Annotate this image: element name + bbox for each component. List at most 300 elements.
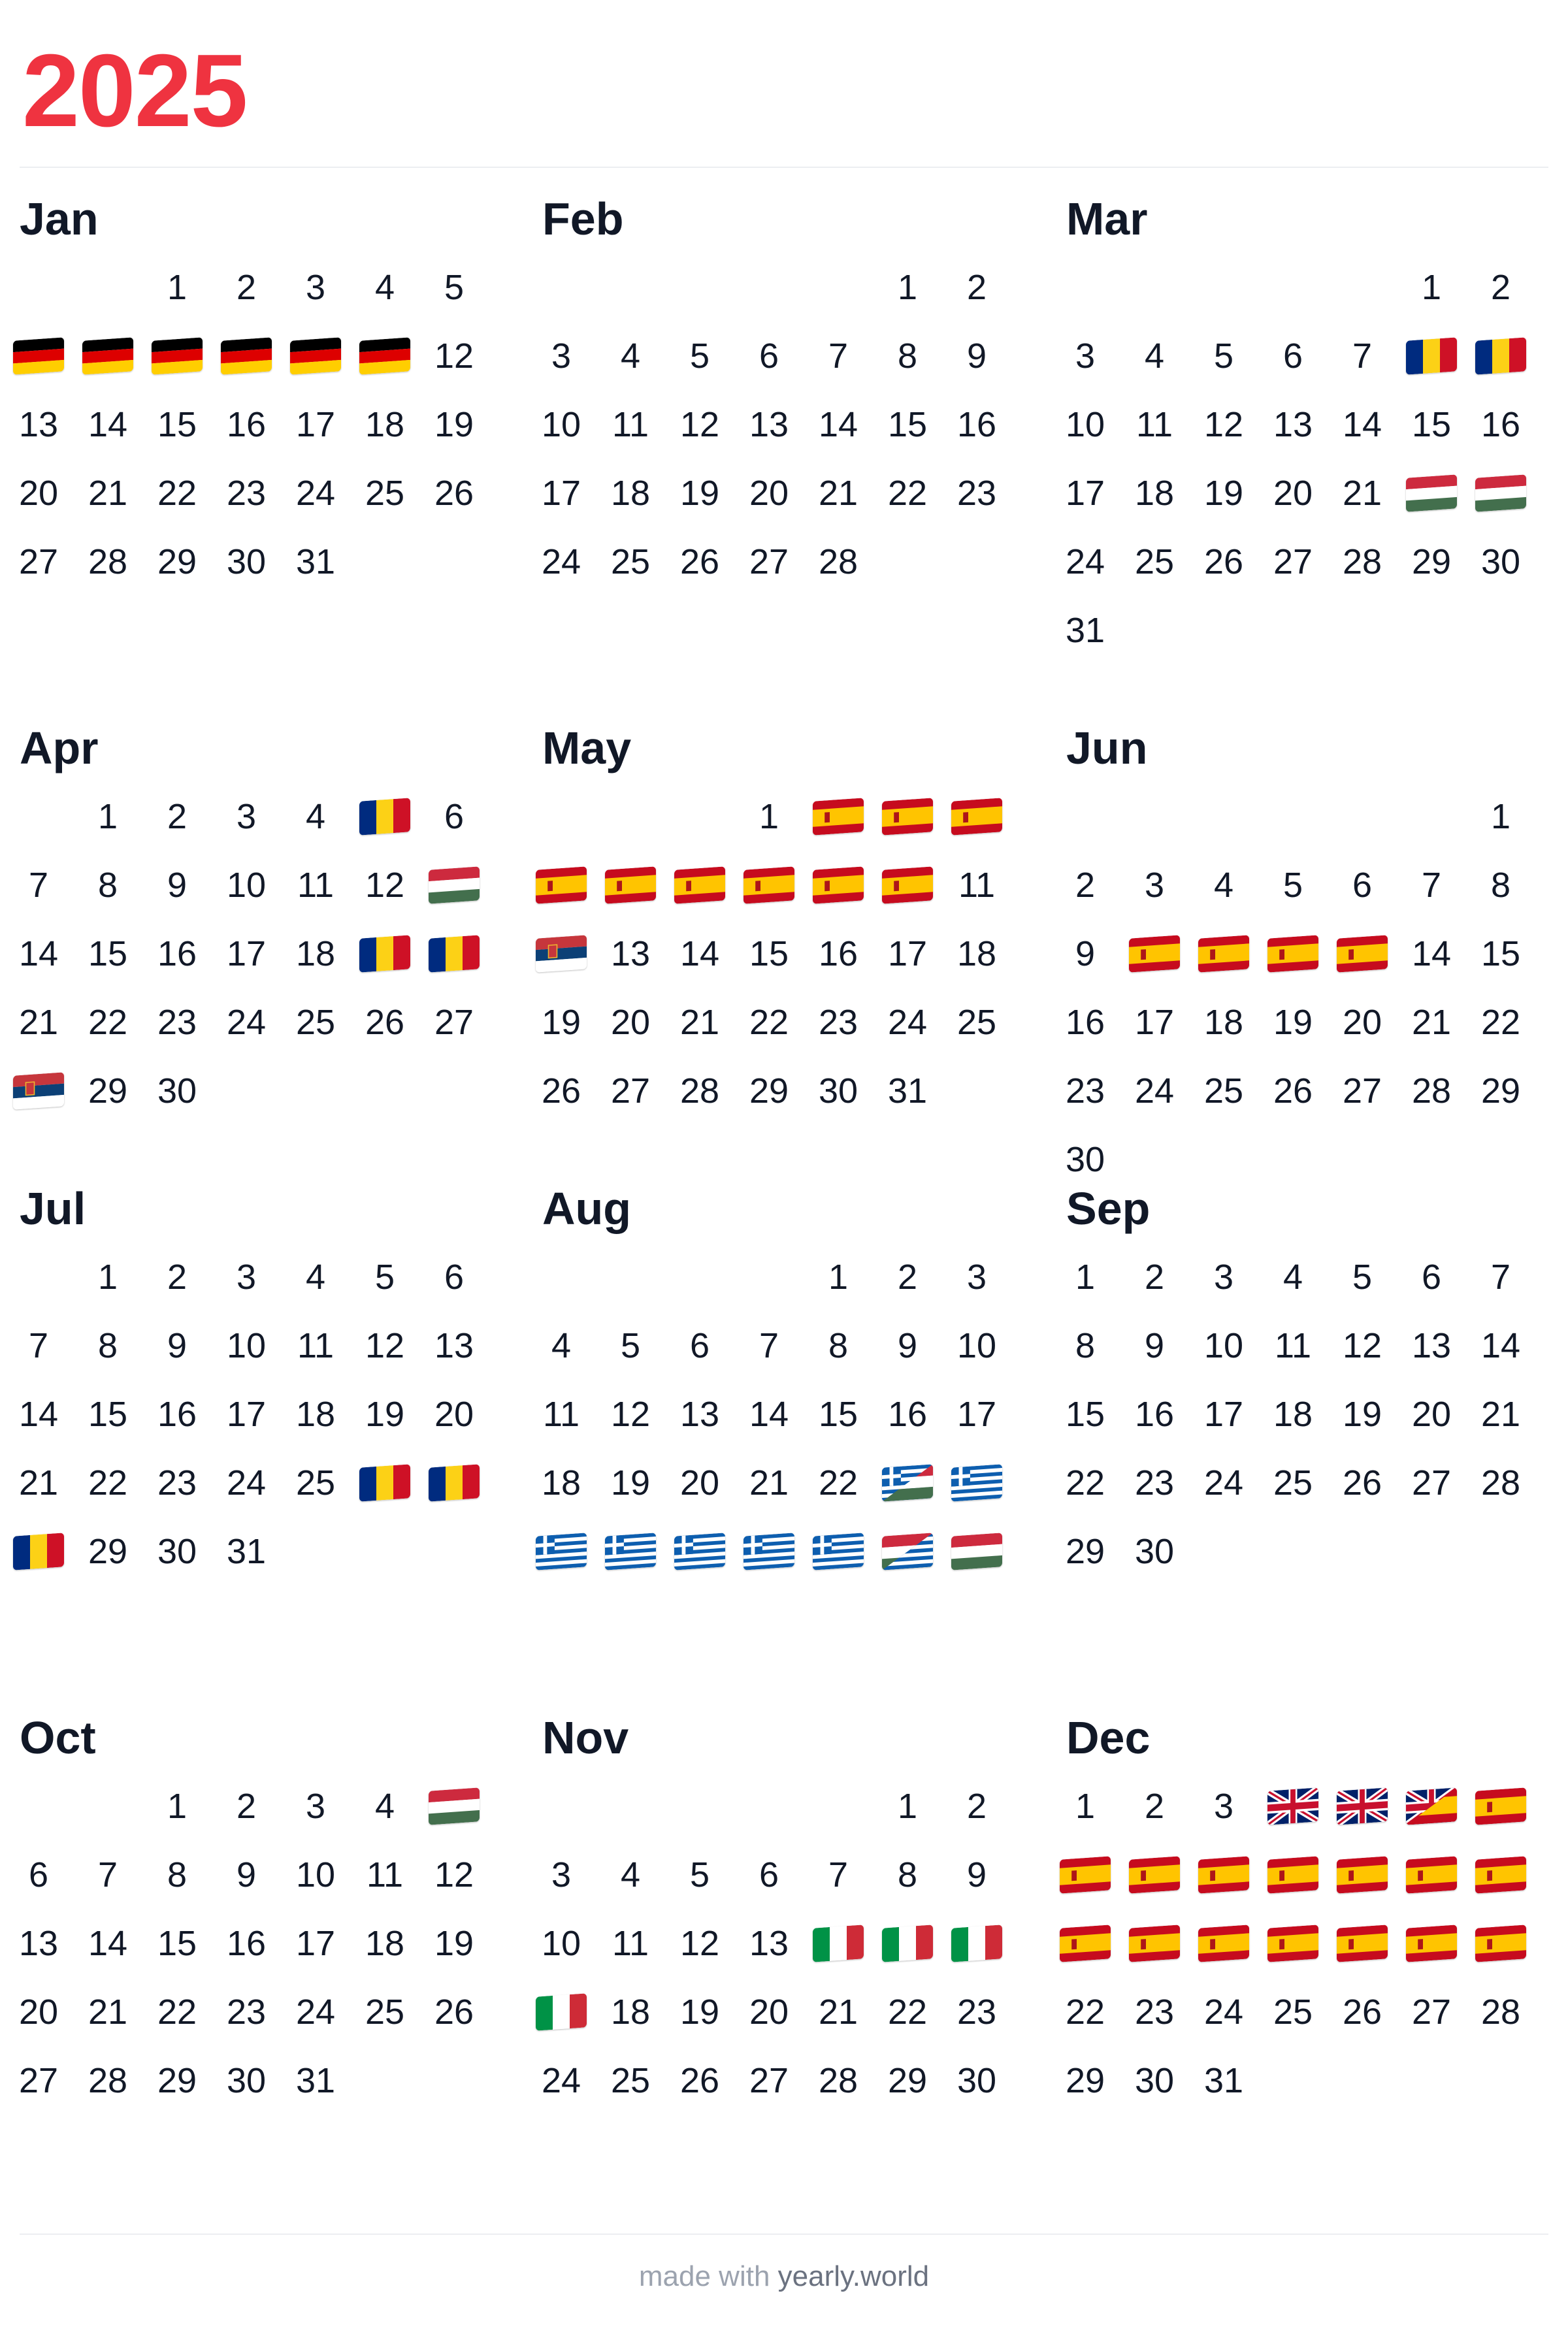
day-cell[interactable]: 16 — [157, 1395, 197, 1434]
day-cell[interactable]: 1 — [1490, 797, 1511, 836]
day-cell[interactable]: 12 — [434, 336, 474, 376]
day-cell[interactable]: 4 — [620, 336, 641, 376]
day-cell-holiday[interactable] — [1397, 1774, 1466, 1839]
day-cell[interactable]: 19 — [1342, 1395, 1382, 1434]
day-cell[interactable]: 15 — [1480, 934, 1521, 973]
day-cell[interactable]: 15 — [749, 934, 789, 973]
day-cell-holiday[interactable] — [804, 853, 873, 918]
day-cell[interactable]: 29 — [88, 1071, 128, 1111]
day-cell-holiday[interactable] — [419, 1450, 489, 1516]
day-cell[interactable]: 13 — [749, 405, 789, 444]
day-cell[interactable]: 16 — [226, 405, 267, 444]
day-cell[interactable]: 3 — [236, 797, 257, 836]
day-cell[interactable]: 12 — [1342, 1326, 1382, 1365]
day-cell[interactable]: 8 — [97, 1326, 118, 1365]
day-cell-holiday[interactable] — [1189, 921, 1258, 986]
day-cell[interactable]: 4 — [305, 1258, 326, 1297]
day-cell[interactable]: 30 — [956, 2061, 997, 2100]
day-cell[interactable]: 17 — [1203, 1395, 1244, 1434]
day-cell[interactable]: 8 — [828, 1326, 849, 1365]
day-cell[interactable]: 16 — [1134, 1395, 1175, 1434]
day-cell-holiday[interactable] — [527, 1979, 596, 2045]
day-cell[interactable]: 12 — [679, 1924, 720, 1963]
day-cell[interactable]: 12 — [365, 866, 405, 905]
day-cell[interactable]: 15 — [887, 405, 928, 444]
day-cell[interactable]: 14 — [18, 934, 59, 973]
day-cell[interactable]: 23 — [157, 1463, 197, 1503]
day-cell-holiday[interactable] — [942, 1911, 1011, 1976]
day-cell[interactable]: 25 — [295, 1463, 336, 1503]
day-cell[interactable]: 2 — [1490, 268, 1511, 307]
day-cell[interactable]: 2 — [1144, 1258, 1165, 1297]
day-cell[interactable]: 28 — [88, 542, 128, 581]
day-cell[interactable]: 4 — [1213, 866, 1234, 905]
day-cell[interactable]: 22 — [887, 474, 928, 513]
day-cell[interactable]: 25 — [1273, 1463, 1313, 1503]
day-cell[interactable]: 15 — [1065, 1395, 1105, 1434]
day-cell-holiday[interactable] — [1258, 1842, 1328, 1908]
day-cell[interactable]: 30 — [1065, 1140, 1105, 1179]
day-cell[interactable]: 12 — [365, 1326, 405, 1365]
day-cell[interactable]: 18 — [956, 934, 997, 973]
day-cell[interactable]: 20 — [610, 1003, 651, 1042]
day-cell[interactable]: 28 — [679, 1071, 720, 1111]
day-cell[interactable]: 19 — [679, 1992, 720, 2032]
day-cell[interactable]: 18 — [610, 474, 651, 513]
day-cell[interactable]: 6 — [759, 1855, 779, 1894]
day-cell[interactable]: 21 — [818, 1992, 858, 2032]
day-cell[interactable]: 3 — [236, 1258, 257, 1297]
day-cell-holiday[interactable] — [4, 323, 73, 389]
day-cell[interactable]: 7 — [1421, 866, 1442, 905]
day-cell-holiday[interactable] — [419, 853, 489, 918]
day-cell[interactable]: 24 — [226, 1463, 267, 1503]
day-cell[interactable]: 12 — [434, 1855, 474, 1894]
day-cell[interactable]: 24 — [541, 2061, 581, 2100]
day-cell[interactable]: 13 — [749, 1924, 789, 1963]
day-cell[interactable]: 27 — [434, 1003, 474, 1042]
day-cell[interactable]: 30 — [226, 2061, 267, 2100]
day-cell[interactable]: 7 — [1352, 336, 1373, 376]
day-cell[interactable]: 23 — [1134, 1992, 1175, 2032]
day-cell[interactable]: 24 — [226, 1003, 267, 1042]
day-cell[interactable]: 29 — [88, 1532, 128, 1571]
day-cell[interactable]: 9 — [167, 866, 188, 905]
day-cell[interactable]: 7 — [1490, 1258, 1511, 1297]
day-cell[interactable]: 23 — [1134, 1463, 1175, 1503]
day-cell[interactable]: 4 — [551, 1326, 572, 1365]
day-cell[interactable]: 24 — [1134, 1071, 1175, 1111]
day-cell[interactable]: 22 — [157, 1992, 197, 2032]
day-cell[interactable]: 6 — [1282, 336, 1303, 376]
day-cell[interactable]: 17 — [956, 1395, 997, 1434]
day-cell[interactable]: 9 — [1075, 934, 1096, 973]
day-cell-holiday[interactable] — [350, 921, 419, 986]
day-cell[interactable]: 3 — [305, 1787, 326, 1826]
day-cell[interactable]: 2 — [236, 1787, 257, 1826]
day-cell-holiday[interactable] — [281, 323, 350, 389]
day-cell[interactable]: 23 — [226, 474, 267, 513]
day-cell[interactable]: 20 — [1411, 1395, 1452, 1434]
day-cell[interactable]: 14 — [1480, 1326, 1521, 1365]
footer-brand-link[interactable]: yearly.world — [777, 2260, 930, 2292]
day-cell[interactable]: 22 — [88, 1003, 128, 1042]
day-cell-holiday[interactable] — [350, 323, 419, 389]
day-cell[interactable]: 17 — [226, 934, 267, 973]
day-cell-holiday[interactable] — [1328, 1774, 1397, 1839]
day-cell[interactable]: 24 — [295, 1992, 336, 2032]
day-cell[interactable]: 7 — [28, 866, 49, 905]
day-cell[interactable]: 30 — [157, 1532, 197, 1571]
day-cell[interactable]: 1 — [897, 268, 918, 307]
day-cell[interactable]: 14 — [818, 405, 858, 444]
day-cell[interactable]: 18 — [541, 1463, 581, 1503]
day-cell[interactable]: 8 — [897, 1855, 918, 1894]
day-cell[interactable]: 11 — [1274, 1326, 1312, 1365]
day-cell[interactable]: 21 — [18, 1003, 59, 1042]
day-cell[interactable]: 15 — [1411, 405, 1452, 444]
day-cell[interactable]: 27 — [1411, 1992, 1452, 2032]
day-cell[interactable]: 27 — [1342, 1071, 1382, 1111]
day-cell[interactable]: 25 — [956, 1003, 997, 1042]
day-cell-holiday[interactable] — [1051, 1842, 1120, 1908]
day-cell-holiday[interactable] — [596, 853, 665, 918]
day-cell[interactable]: 19 — [365, 1395, 405, 1434]
day-cell-holiday[interactable] — [142, 323, 212, 389]
day-cell[interactable]: 31 — [1065, 611, 1105, 650]
day-cell[interactable]: 14 — [18, 1395, 59, 1434]
day-cell[interactable]: 6 — [1421, 1258, 1442, 1297]
day-cell[interactable]: 2 — [167, 1258, 188, 1297]
day-cell[interactable]: 7 — [828, 336, 849, 376]
day-cell[interactable]: 25 — [1273, 1992, 1313, 2032]
day-cell[interactable]: 25 — [610, 542, 651, 581]
day-cell-holiday[interactable] — [1466, 323, 1535, 389]
day-cell[interactable]: 24 — [1203, 1992, 1244, 2032]
day-cell-holiday[interactable] — [734, 1519, 804, 1584]
day-cell[interactable]: 4 — [374, 268, 395, 307]
day-cell[interactable]: 11 — [612, 405, 649, 444]
day-cell[interactable]: 7 — [828, 1855, 849, 1894]
day-cell-holiday[interactable] — [1328, 1911, 1397, 1976]
day-cell[interactable]: 26 — [365, 1003, 405, 1042]
day-cell[interactable]: 11 — [958, 866, 996, 905]
day-cell-holiday[interactable] — [1189, 1911, 1258, 1976]
day-cell[interactable]: 5 — [1282, 866, 1303, 905]
day-cell[interactable]: 25 — [610, 2061, 651, 2100]
day-cell-holiday[interactable] — [942, 1519, 1011, 1584]
day-cell[interactable]: 2 — [966, 1787, 987, 1826]
day-cell[interactable]: 7 — [759, 1326, 779, 1365]
day-cell[interactable]: 5 — [620, 1326, 641, 1365]
day-cell[interactable]: 5 — [689, 1855, 710, 1894]
day-cell[interactable]: 9 — [167, 1326, 188, 1365]
day-cell[interactable]: 25 — [295, 1003, 336, 1042]
day-cell[interactable]: 15 — [88, 934, 128, 973]
day-cell[interactable]: 7 — [97, 1855, 118, 1894]
day-cell[interactable]: 28 — [1480, 1463, 1521, 1503]
day-cell[interactable]: 15 — [157, 405, 197, 444]
day-cell[interactable]: 26 — [1342, 1463, 1382, 1503]
day-cell[interactable]: 14 — [88, 1924, 128, 1963]
day-cell[interactable]: 8 — [1490, 866, 1511, 905]
day-cell[interactable]: 18 — [1134, 474, 1175, 513]
day-cell[interactable]: 11 — [366, 1855, 404, 1894]
day-cell[interactable]: 5 — [444, 268, 465, 307]
day-cell[interactable]: 23 — [818, 1003, 858, 1042]
day-cell-holiday[interactable] — [1328, 921, 1397, 986]
day-cell[interactable]: 17 — [541, 474, 581, 513]
day-cell[interactable]: 5 — [1352, 1258, 1373, 1297]
day-cell[interactable]: 17 — [887, 934, 928, 973]
day-cell[interactable]: 29 — [1065, 2061, 1105, 2100]
day-cell[interactable]: 14 — [88, 405, 128, 444]
day-cell[interactable]: 21 — [818, 474, 858, 513]
day-cell[interactable]: 27 — [18, 542, 59, 581]
day-cell[interactable]: 18 — [1273, 1395, 1313, 1434]
day-cell[interactable]: 18 — [295, 1395, 336, 1434]
day-cell[interactable]: 8 — [167, 1855, 188, 1894]
day-cell-holiday[interactable] — [1120, 921, 1189, 986]
day-cell[interactable]: 23 — [956, 474, 997, 513]
day-cell-holiday[interactable] — [734, 853, 804, 918]
day-cell[interactable]: 29 — [157, 542, 197, 581]
day-cell-holiday[interactable] — [350, 784, 419, 849]
day-cell[interactable]: 30 — [1134, 2061, 1175, 2100]
day-cell[interactable]: 17 — [295, 1924, 336, 1963]
day-cell[interactable]: 21 — [1411, 1003, 1452, 1042]
day-cell-holiday[interactable] — [1397, 1842, 1466, 1908]
day-cell[interactable]: 1 — [97, 1258, 118, 1297]
day-cell[interactable]: 16 — [226, 1924, 267, 1963]
day-cell[interactable]: 1 — [167, 268, 188, 307]
day-cell[interactable]: 22 — [1065, 1992, 1105, 2032]
day-cell[interactable]: 5 — [374, 1258, 395, 1297]
day-cell[interactable]: 25 — [365, 474, 405, 513]
day-cell[interactable]: 25 — [365, 1992, 405, 2032]
day-cell[interactable]: 6 — [1352, 866, 1373, 905]
day-cell[interactable]: 16 — [818, 934, 858, 973]
day-cell[interactable]: 21 — [1342, 474, 1382, 513]
day-cell[interactable]: 28 — [1480, 1992, 1521, 2032]
day-cell[interactable]: 8 — [1075, 1326, 1096, 1365]
day-cell-holiday[interactable] — [527, 1519, 596, 1584]
day-cell[interactable]: 14 — [679, 934, 720, 973]
day-cell[interactable]: 29 — [1480, 1071, 1521, 1111]
day-cell[interactable]: 15 — [157, 1924, 197, 1963]
day-cell[interactable]: 16 — [1065, 1003, 1105, 1042]
day-cell[interactable]: 2 — [1144, 1787, 1165, 1826]
day-cell[interactable]: 24 — [887, 1003, 928, 1042]
day-cell-holiday[interactable] — [350, 1450, 419, 1516]
day-cell[interactable]: 1 — [1421, 268, 1442, 307]
day-cell[interactable]: 14 — [749, 1395, 789, 1434]
day-cell-holiday[interactable] — [1466, 1842, 1535, 1908]
day-cell[interactable]: 22 — [818, 1463, 858, 1503]
day-cell[interactable]: 25 — [1203, 1071, 1244, 1111]
day-cell[interactable]: 10 — [1203, 1326, 1244, 1365]
day-cell[interactable]: 3 — [1213, 1787, 1234, 1826]
day-cell-holiday[interactable] — [527, 853, 596, 918]
day-cell[interactable]: 3 — [1144, 866, 1165, 905]
day-cell[interactable]: 19 — [1273, 1003, 1313, 1042]
day-cell[interactable]: 1 — [828, 1258, 849, 1297]
day-cell[interactable]: 12 — [610, 1395, 651, 1434]
day-cell[interactable]: 19 — [610, 1463, 651, 1503]
day-cell[interactable]: 26 — [679, 542, 720, 581]
day-cell[interactable]: 13 — [1273, 405, 1313, 444]
day-cell-holiday[interactable] — [419, 1774, 489, 1839]
day-cell[interactable]: 28 — [88, 2061, 128, 2100]
day-cell[interactable]: 1 — [1075, 1258, 1096, 1297]
day-cell[interactable]: 28 — [1342, 542, 1382, 581]
day-cell[interactable]: 11 — [297, 1326, 335, 1365]
day-cell-holiday[interactable] — [1328, 1842, 1397, 1908]
day-cell[interactable]: 16 — [157, 934, 197, 973]
day-cell[interactable]: 8 — [897, 336, 918, 376]
day-cell-holiday[interactable] — [419, 921, 489, 986]
day-cell[interactable]: 20 — [1342, 1003, 1382, 1042]
day-cell[interactable]: 19 — [434, 1924, 474, 1963]
day-cell-holiday[interactable] — [1258, 921, 1328, 986]
day-cell[interactable]: 26 — [434, 1992, 474, 2032]
day-cell-holiday[interactable] — [873, 1911, 942, 1976]
day-cell[interactable]: 17 — [1065, 474, 1105, 513]
day-cell-holiday[interactable] — [1466, 1774, 1535, 1839]
day-cell-holiday[interactable] — [942, 784, 1011, 849]
day-cell-holiday[interactable] — [1189, 1842, 1258, 1908]
day-cell[interactable]: 29 — [1411, 542, 1452, 581]
day-cell[interactable]: 5 — [1213, 336, 1234, 376]
day-cell-holiday[interactable] — [1466, 1911, 1535, 1976]
day-cell[interactable]: 4 — [1144, 336, 1165, 376]
day-cell[interactable]: 30 — [818, 1071, 858, 1111]
day-cell[interactable]: 21 — [679, 1003, 720, 1042]
day-cell[interactable]: 26 — [1273, 1071, 1313, 1111]
day-cell[interactable]: 9 — [1144, 1326, 1165, 1365]
day-cell-holiday[interactable] — [596, 1519, 665, 1584]
day-cell[interactable]: 28 — [818, 2061, 858, 2100]
day-cell[interactable]: 30 — [1480, 542, 1521, 581]
day-cell[interactable]: 20 — [434, 1395, 474, 1434]
day-cell[interactable]: 19 — [541, 1003, 581, 1042]
day-cell[interactable]: 31 — [887, 1071, 928, 1111]
day-cell[interactable]: 3 — [551, 336, 572, 376]
day-cell-holiday[interactable] — [1397, 461, 1466, 526]
day-cell[interactable]: 21 — [88, 474, 128, 513]
day-cell[interactable]: 10 — [956, 1326, 997, 1365]
day-cell-holiday[interactable] — [527, 921, 596, 986]
day-cell[interactable]: 13 — [18, 405, 59, 444]
day-cell[interactable]: 8 — [97, 866, 118, 905]
day-cell[interactable]: 13 — [679, 1395, 720, 1434]
day-cell[interactable]: 20 — [749, 1992, 789, 2032]
day-cell[interactable]: 18 — [365, 1924, 405, 1963]
day-cell[interactable]: 29 — [749, 1071, 789, 1111]
day-cell-holiday[interactable] — [873, 853, 942, 918]
day-cell[interactable]: 27 — [610, 1071, 651, 1111]
day-cell[interactable]: 1 — [97, 797, 118, 836]
day-cell[interactable]: 2 — [1075, 866, 1096, 905]
day-cell[interactable]: 28 — [818, 542, 858, 581]
day-cell[interactable]: 26 — [679, 2061, 720, 2100]
day-cell[interactable]: 22 — [88, 1463, 128, 1503]
day-cell[interactable]: 11 — [1135, 405, 1173, 444]
day-cell[interactable]: 3 — [966, 1258, 987, 1297]
day-cell[interactable]: 26 — [1342, 1992, 1382, 2032]
day-cell[interactable]: 10 — [295, 1855, 336, 1894]
day-cell[interactable]: 18 — [610, 1992, 651, 2032]
day-cell[interactable]: 24 — [1203, 1463, 1244, 1503]
day-cell[interactable]: 10 — [226, 866, 267, 905]
day-cell[interactable]: 31 — [1203, 2061, 1244, 2100]
day-cell[interactable]: 17 — [295, 405, 336, 444]
day-cell[interactable]: 2 — [966, 268, 987, 307]
day-cell[interactable]: 23 — [226, 1992, 267, 2032]
day-cell[interactable]: 17 — [226, 1395, 267, 1434]
day-cell[interactable]: 16 — [1480, 405, 1521, 444]
day-cell[interactable]: 11 — [297, 866, 335, 905]
day-cell[interactable]: 19 — [1203, 474, 1244, 513]
day-cell[interactable]: 21 — [88, 1992, 128, 2032]
day-cell[interactable]: 10 — [541, 1924, 581, 1963]
day-cell[interactable]: 3 — [1213, 1258, 1234, 1297]
day-cell[interactable]: 29 — [157, 2061, 197, 2100]
day-cell-holiday[interactable] — [665, 853, 734, 918]
day-cell[interactable]: 20 — [749, 474, 789, 513]
day-cell[interactable]: 2 — [897, 1258, 918, 1297]
day-cell-holiday[interactable] — [4, 1519, 73, 1584]
day-cell[interactable]: 18 — [1203, 1003, 1244, 1042]
day-cell[interactable]: 27 — [749, 2061, 789, 2100]
day-cell-holiday[interactable] — [873, 1450, 942, 1516]
day-cell[interactable]: 6 — [444, 1258, 465, 1297]
day-cell[interactable]: 15 — [88, 1395, 128, 1434]
day-cell[interactable]: 10 — [541, 405, 581, 444]
day-cell-holiday[interactable] — [873, 1519, 942, 1584]
day-cell[interactable]: 9 — [897, 1326, 918, 1365]
day-cell[interactable]: 1 — [1075, 1787, 1096, 1826]
day-cell[interactable]: 18 — [295, 934, 336, 973]
day-cell[interactable]: 22 — [1065, 1463, 1105, 1503]
day-cell[interactable]: 1 — [759, 797, 779, 836]
day-cell-holiday[interactable] — [1397, 323, 1466, 389]
day-cell[interactable]: 20 — [1273, 474, 1313, 513]
day-cell[interactable]: 20 — [18, 1992, 59, 2032]
day-cell[interactable]: 22 — [157, 474, 197, 513]
day-cell-holiday[interactable] — [804, 784, 873, 849]
day-cell[interactable]: 15 — [818, 1395, 858, 1434]
day-cell[interactable]: 13 — [434, 1326, 474, 1365]
day-cell[interactable]: 24 — [1065, 542, 1105, 581]
day-cell[interactable]: 22 — [1480, 1003, 1521, 1042]
day-cell[interactable]: 4 — [620, 1855, 641, 1894]
day-cell-holiday[interactable] — [1120, 1842, 1189, 1908]
day-cell-holiday[interactable] — [1466, 461, 1535, 526]
day-cell[interactable]: 29 — [1065, 1532, 1105, 1571]
day-cell[interactable]: 25 — [1134, 542, 1175, 581]
day-cell-holiday[interactable] — [942, 1450, 1011, 1516]
day-cell-holiday[interactable] — [804, 1519, 873, 1584]
day-cell[interactable]: 14 — [1411, 934, 1452, 973]
day-cell[interactable]: 1 — [897, 1787, 918, 1826]
day-cell[interactable]: 26 — [541, 1071, 581, 1111]
day-cell[interactable]: 3 — [1075, 336, 1096, 376]
day-cell[interactable]: 21 — [1480, 1395, 1521, 1434]
day-cell-holiday[interactable] — [4, 1058, 73, 1124]
day-cell[interactable]: 30 — [157, 1071, 197, 1111]
day-cell[interactable]: 11 — [542, 1395, 580, 1434]
